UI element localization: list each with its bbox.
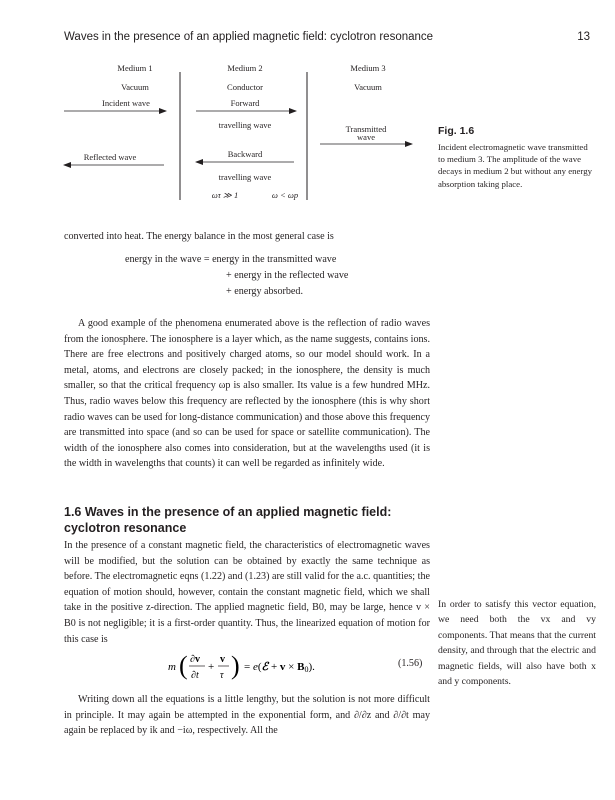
figure-label: Fig. 1.6 xyxy=(438,125,475,137)
running-title: Waves in the presence of an applied magnetic field: cyclotron resonance xyxy=(64,31,434,43)
medium3-name: Medium 3 xyxy=(350,63,386,73)
svg-text:+: + xyxy=(208,661,215,673)
equation-number: (1.56) xyxy=(398,658,423,669)
svg-text:m: m xyxy=(168,661,176,673)
reflected-wave-label: Reflected wave xyxy=(83,152,137,162)
incident-wave-label: Incident wave xyxy=(102,98,150,108)
intro-line: converted into heat. The energy balance in the most general case is xyxy=(64,231,334,242)
svg-text:∂v: ∂v xyxy=(190,654,200,665)
medium1-name: Medium 1 xyxy=(117,63,153,73)
paragraph-ionosphere-text: A good example of the phenomena enumerated above is the reflection of radio waves from the ionosphere. The ionosphere is a layer which, as the name suggests, contains ions. There are free electrons and positively charged atoms, so our model should work. In a metal, atoms, and electrons are closely packed; in the ionosphere, the density is much smaller, so that the critical frequency ωp is also smaller. Its value is a few hundred MHz. Thus, radio waves below this frequency are reflected by the ionosphere (this is why short radio waves can be used for long-distance communication) and those above this frequency are transmitted into space (and so can be used for space or satellite communication). The width of the ionosphere also comes into consideration, but at the wavelengths used (it is the width in wavelengths that counts) it can well be regarded as infinitely wide. xyxy=(64,318,430,470)
condition-omega-tau: ωτ ≫ 1 xyxy=(211,190,239,200)
energy-balance-line-1: energy in the wave = energy in the transmitted wave xyxy=(125,254,337,265)
medium2-type: Conductor xyxy=(227,82,263,92)
forward-wave-label-2: travelling wave xyxy=(218,120,272,130)
forward-wave-label: Forward xyxy=(230,98,260,108)
condition-omega-plasma: ω < ωp xyxy=(271,190,299,200)
equation-graphic xyxy=(168,648,368,688)
figure-caption: Incident electromagnetic wave transmitted to medium 3. The amplitude of the wave decays in medium 2 but without any energy absorption taking place. xyxy=(438,142,592,189)
section-heading: 1.6 Waves in the presence of an applied magnetic field: cyclotron resonance xyxy=(64,505,392,535)
backward-wave-label: Backward xyxy=(227,149,263,159)
transmitted-wave-label: Transmitted xyxy=(345,124,387,134)
margin-note: In order to satisfy this vector equation, we need both the vx and vy components. That means that the current density, and through that the electric and magnetic fields, will also have both x and y components. xyxy=(438,599,596,688)
paragraph-writing-text: Writing down all the equations is a little lengthy, but the solution is not more difficult in principle. It may again be attempted in the exponential form, and ∂/∂z and ∂/∂t may again be replaced by ik and −iω, respectively. All the xyxy=(64,694,430,737)
energy-balance-line-2: + energy in the reflected wave xyxy=(226,270,349,281)
svg-text:): ) xyxy=(231,651,240,680)
medium1-type: Vacuum xyxy=(121,82,149,92)
svg-text:= e(ℰ + v × B0).: = e(ℰ + v × B0). xyxy=(244,661,315,674)
medium3-type: Vacuum xyxy=(354,82,382,92)
svg-text:v: v xyxy=(220,654,225,665)
equation-1-56 xyxy=(168,648,368,693)
svg-text:τ: τ xyxy=(220,670,224,681)
svg-text:(: ( xyxy=(179,651,188,680)
backward-wave-label-2: travelling wave xyxy=(218,172,272,182)
page-number: 13 xyxy=(577,31,590,43)
paragraph-writing xyxy=(64,692,430,739)
medium2-name: Medium 2 xyxy=(227,63,263,73)
paragraph-ionosphere xyxy=(64,316,430,472)
transmitted-wave-label-2: wave xyxy=(357,132,375,142)
energy-balance-line-3: + energy absorbed. xyxy=(226,286,303,297)
svg-text:∂t: ∂t xyxy=(191,670,199,681)
paragraph-magnetic-field: In the presence of a constant magnetic field, the characteristics of electromagnetic waves will be modified, but the solution can be obtained by exactly the same technique as before. The electromagnetic eqns (1.22) and (1.23) are still valid for the a.c. quantities; the equation of motion should, however, contain the constant magnetic field, which we shall take in the positive z-direction. The applied magnetic field, B0, may be large, hence v × B0 is not negligible; it is a first-order quantity. Thus, the linearized equation of motion for this case is xyxy=(64,540,430,645)
